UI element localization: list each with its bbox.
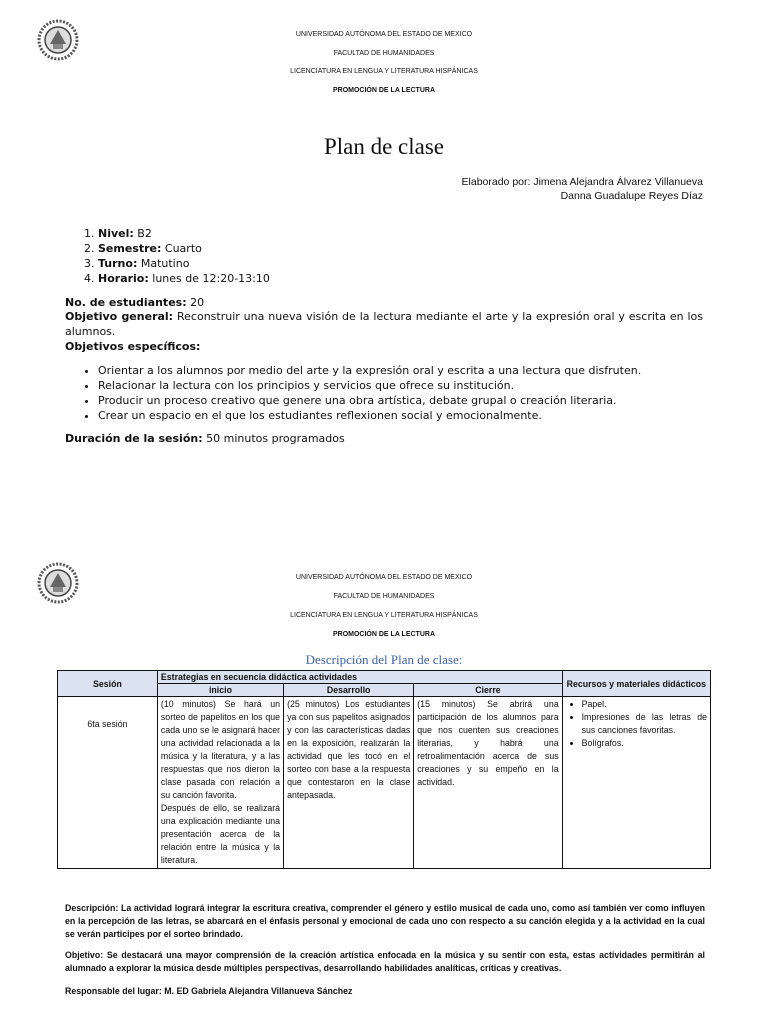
info-item: 1. Nivel: B2: [98, 226, 270, 241]
program-name: LICENCIATURA EN LENGUA Y LITERATURA HISPÁNICAS: [290, 612, 478, 619]
table-row: [58, 697, 711, 869]
authors-line-2: Danna Guadalupe Reyes Díaz: [560, 190, 703, 202]
info-item: 3. Turno: Matutino: [98, 256, 270, 271]
col-close-header: Cierre: [414, 684, 562, 697]
col-session-header: Sesión: [58, 671, 158, 697]
footer-responsible: Responsable del lugar: M. ED Gabriela Alejandra Villanueva Sánchez: [65, 986, 353, 996]
university-name: UNIVERSIDAD AUTÓNOMA DEL ESTADO DE MEXICO: [295, 31, 473, 38]
specific-objectives-label: Objetivos específicos:: [65, 340, 201, 353]
general-objective: Objetivo general: Reconstruir una nueva visión de la lectura mediante el arte y la expresión oral y escrita en los alumnos.: [65, 310, 704, 338]
info-item: 2. Semestre: Cuarto: [98, 241, 270, 256]
footer-objective: Objetivo: Se destacará una mayor comprensión de la creación artística enfocada en la música y su sentir con esta, estas actividades permitirán al alumnado a explorar la música desde múltiples perspectivas, desarrollando habilidades analíticas, críticas y creativas.: [65, 950, 705, 973]
session-cell: 6ta sesión: [58, 697, 158, 869]
info-item: 4. Horario: lunes de 12:20-13:10: [98, 271, 270, 286]
footer-description: Descripción: La actividad logrará integrar la escritura creativa, comprender el género y estilo musical de cada uno, como así también ver como influyen en la percepción de las letras, se abarcará en el énfasis personal y emocional de cada uno con respecto a su canción elegida y a la actividad en la cual se verán participes por el sorteo brindado.: [65, 903, 705, 939]
col-resources-header: Recursos y materiales didácticos: [562, 671, 710, 697]
resource-item: • Bolígrafos.: [582, 737, 707, 750]
authors-line-1: Elaborado por: Jimena Alejandra Álvarez Villanueva: [461, 176, 703, 188]
university-name: UNIVERSIDAD AUTÓNOMA DEL ESTADO DE MEXICO: [295, 574, 473, 581]
page-title: Plan de clase: [323, 134, 445, 159]
close-cell: (15 minutos) Se abrirá una participación de los alumnos para que nos cuenten sus creaciones literarias, y habrá una retroalimentación acerca de sus creaciones y su empeño en la actividad.: [414, 697, 562, 869]
col-start-header: inicio: [157, 684, 283, 697]
specific-objectives-list: [80, 363, 718, 423]
faculty-name: FACULTAD DE HUMANIDADES: [333, 593, 435, 600]
students-line: No. de estudiantes: 20: [65, 296, 205, 309]
start-cell: (10 minutos) Se hará un sorteo de papelitos en los que cada uno se le asignará hacer una actividad relacionada a la música y la literatura, y a las respuestas que nos dieron la clase pasada con relación a su canción favorita. Después de ello, se realizará una explicación mediante una presentación acerca de la relación entre la música y la literatura.: [157, 697, 283, 869]
course-name: PROMOCIÓN DE LA LECTURA: [332, 631, 436, 638]
col-dev-header: Desarrollo: [284, 684, 414, 697]
course-name: PROMOCIÓN DE LA LECTURA: [332, 87, 436, 94]
dev-cell: (25 minutos) Los estudiantes ya con sus papelitos asignados y con las características dadas en la exposición, realizarán la actividad que les tocó en el sorteo con base a la respuesta que contestaron en la clase antepasada.: [284, 697, 414, 869]
plan-table: [57, 670, 711, 869]
duration-line: Duración de la sesión: 50 minutos programados: [65, 432, 345, 445]
resources-cell: [562, 697, 710, 869]
description-title: Descripción del Plan de clase:: [305, 652, 463, 667]
info-list: [80, 226, 270, 286]
resource-item: • Impresiones de las letras de sus canciones favoritas.: [582, 711, 707, 737]
program-name: LICENCIATURA EN LENGUA Y LITERATURA HISPÁNICAS: [290, 68, 478, 75]
col-strategies-header: Estrategias en secuencia didáctica actividades: [157, 671, 562, 684]
objective-item: • Crear un espacio en el que los estudiantes reflexionen social y emocionalmente.: [98, 408, 718, 423]
objective-item: • Producir un proceso creativo que genere una obra artística, debate grupal o creación literaria.: [98, 393, 718, 408]
resource-item: • Papel.: [582, 698, 707, 711]
objective-item: • Relacionar la lectura con los principios y servicios que ofrece su institución.: [98, 378, 718, 393]
objective-item: • Orientar a los alumnos por medio del arte y la expresión oral y escrita a una lectura que disfruten.: [98, 363, 718, 378]
faculty-name: FACULTAD DE HUMANIDADES: [333, 50, 435, 57]
